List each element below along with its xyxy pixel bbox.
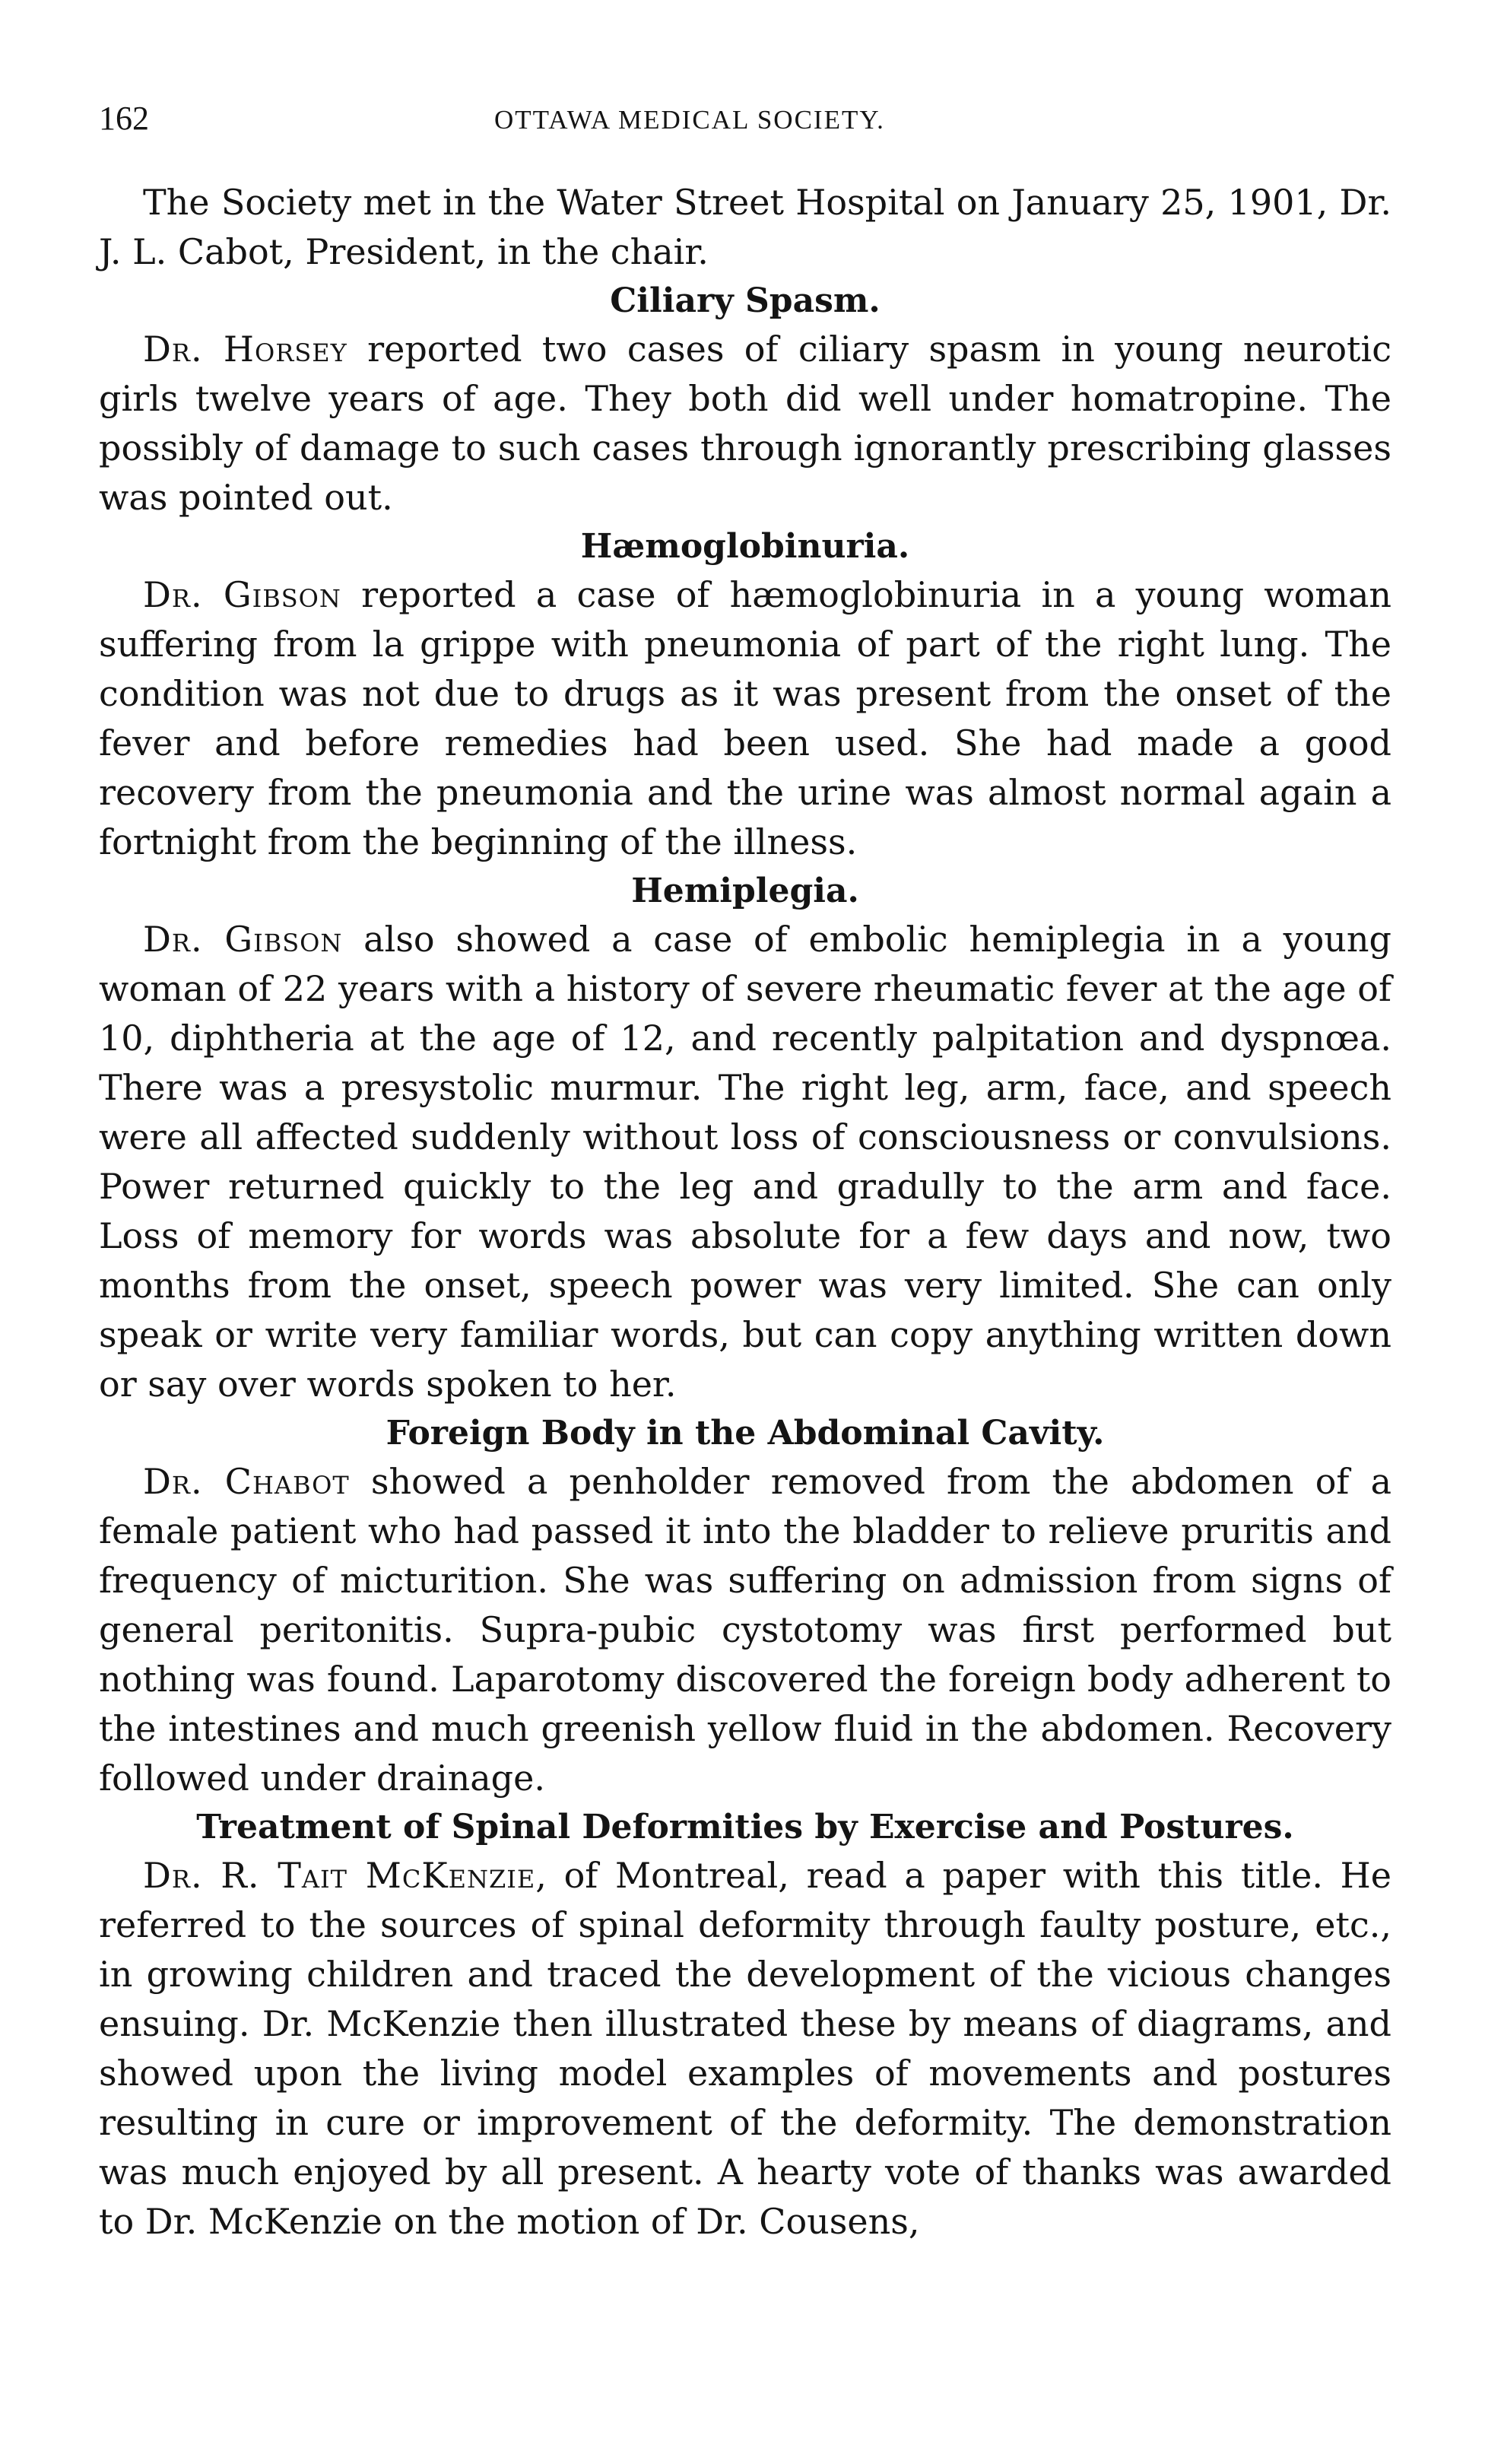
- speaker-name: Dr. R. Tait McKenzie: [143, 1855, 536, 1896]
- paragraph-haemoglobinuria: [99, 570, 1391, 867]
- speaker-name: Dr. Chabot: [143, 1461, 350, 1502]
- body-text: [99, 178, 1391, 2246]
- journal-title: OTTAWA MEDICAL SOCIETY.: [494, 105, 885, 135]
- heading-hemiplegia: Hemiplegia.: [631, 872, 859, 910]
- document-page: [99, 99, 1391, 2246]
- paragraph-text: reported a case of hæmoglobinuria in a young woman suffering from la grippe with pneumonia of part of the right lung. The condition was not due to drugs as it was present from the onset of the fever and before remedies had been used. She had made a good recovery from the pneumonia and the urine was almost normal again a fortnight from the beginning of the illness.: [99, 574, 1392, 862]
- speaker-name: Dr. Horsey: [143, 329, 347, 370]
- heading-ciliary-spasm: Ciliary Spasm.: [610, 281, 881, 320]
- speaker-name: Dr. Gibson: [143, 919, 343, 960]
- heading-spinal-deformities: Treatment of Spinal Deformities by Exercise and Postures.: [196, 1808, 1294, 1846]
- paragraph-text: , of Montreal, read a paper with this title. He referred to the sources of spinal deformity through faulty posture, etc., in growing children and traced the development of the vicious changes ensuing. Dr. McKenzie then illustrated these by means of diagrams, and showed upon the living model examples of movements and postures resulting in cure or improvement of the deformity. The demonstration was much enjoyed by all present. A hearty vote of thanks was awarded to Dr. McKenzie on the motion of Dr. Cousens,: [99, 1855, 1391, 2242]
- speaker-name: Dr. Gibson: [143, 574, 341, 615]
- heading-haemoglobinuria: Hæmoglobinuria.: [580, 527, 910, 566]
- paragraph-hemiplegia: [99, 915, 1391, 1409]
- paragraph-ciliary-spasm: [99, 325, 1391, 522]
- page-number: 162: [99, 100, 149, 137]
- heading-foreign-body: Foreign Body in the Abdominal Cavity.: [386, 1414, 1105, 1453]
- paragraph-text: showed a penholder removed from the abdomen of a female patient who had passed it into the bladder to relieve pruritis and frequency of micturition. She was suffering on admission from signs of general peritonitis. Supra-pubic cystotomy was first performed but nothing was found. Laparotomy discovered the foreign body adherent to the intestines and much greenish yellow fluid in the abdomen. Recovery followed under drainage.: [99, 1461, 1391, 1799]
- running-head: [99, 99, 1391, 144]
- intro-paragraph: The Society met in the Water Street Hospital on January 25, 1901, Dr. J. L. Cabot, President, in the chair.: [99, 182, 1391, 272]
- paragraph-foreign-body: [99, 1457, 1391, 1803]
- paragraph-spinal-deformities: [99, 1851, 1391, 2246]
- paragraph-text: also showed a case of embolic hemiplegia in a young woman of 22 years with a history of severe rheumatic fever at the age of 10, diphtheria at the age of 12, and recently palpitation and dyspnœa. There was a presystolic murmur. The right leg, arm, face, and speech were all affected suddenly without loss of consciousness or convulsions. Power returned quickly to the leg and gradully to the arm and face. Loss of memory for words was absolute for a few days and now, two months from the onset, speech power was very limited. She can only speak or write very familiar words, but can copy anything written down or say over words spoken to her.: [99, 919, 1392, 1405]
- paragraph-text: reported two cases of ciliary spasm in young neurotic girls twelve years of age. They both did well under homatropine. The possibly of damage to such cases through ignorantly prescribing glasses was pointed out.: [99, 329, 1391, 518]
